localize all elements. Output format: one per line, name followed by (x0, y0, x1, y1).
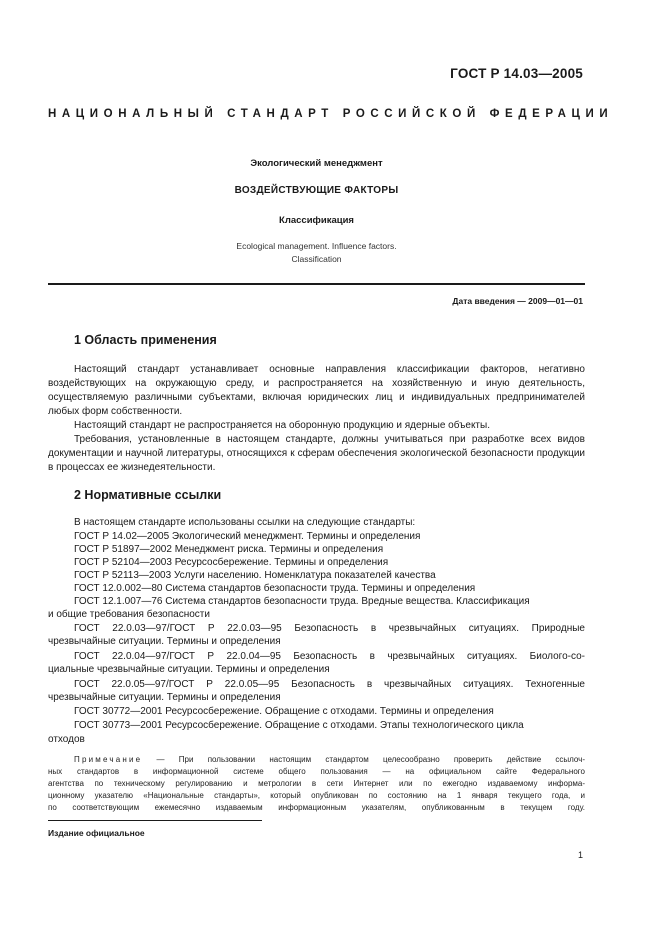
reference-item-continuation: циальные чрезвычайные ситуации. Термины и определения (48, 664, 330, 675)
reference-item: ГОСТ 30773—2001 Ресурсосбережение. Обращение с отходами. Этапы технологического цикла (74, 720, 524, 731)
note-line: агентства по техническому регулированию и метрологии в сети Интернет или по ежегодно издаваемому информа- (48, 779, 585, 788)
english-title-line1: Ecological management. Influence factors. (236, 241, 397, 251)
document-title-line1: Экологический менеджмент (250, 158, 383, 169)
document-title-subtitle: Классификация (279, 215, 354, 226)
reference-item-continuation: чрезвычайные ситуации. Термины и определения (48, 692, 281, 703)
reference-item: ГОСТ Р 52104—2003 Ресурсосбережение. Термины и определения (74, 557, 389, 568)
note-line: Примечание — При пользовании настоящим стандартом целесообразно проверить действие ссылоч- (74, 755, 585, 764)
note-line: ных стандартов в информационной системе общего пользования — на официальном сайте Федерального (48, 767, 585, 776)
reference-item-continuation: и общие требования безопасности (48, 609, 210, 620)
section1-paragraph3: Требования, установленные в настоящем стандарте, должны учитываться при разработке всех видов документации и научной литературы, относящихся к сферам обеспечения экологической безопасности продукции в процессах ее жизнедеятельности. (48, 434, 585, 473)
reference-item: ГОСТ 22.0.05—97/ГОСТ Р 22.0.05—95 Безопасность в чрезвычайных ситуациях. Техногенные (74, 679, 585, 690)
reference-item-continuation: отходов (48, 734, 85, 745)
reference-item: ГОСТ 12.0.002—80 Система стандартов безопасности труда. Термины и определения (74, 583, 476, 594)
english-title-line2: Classification (291, 254, 342, 264)
header-divider (48, 283, 585, 285)
introduction-date: Дата введения — 2009—01—01 (452, 296, 583, 306)
section1-paragraph2: Настоящий стандарт не распространяется на оборонную продукцию и ядерные объекты. (74, 420, 490, 431)
reference-item: ГОСТ 22.0.03—97/ГОСТ Р 22.0.03—95 Безопасность в чрезвычайных ситуациях. Природные (74, 623, 585, 634)
section2-intro: В настоящем стандарте использованы ссылки на следующие стандарты: (74, 517, 416, 528)
section1-paragraph1: Настоящий стандарт устанавливает основные направления классификации факторов, негативно воздействующих на окружающую среду, и распространяется на хозяйственную и иную деятельность, осуществляемую различными субъектами, включая юридических лиц и индивидуальных предпринимателей любых форм собственности. (48, 364, 585, 417)
note-line: по соответствующим ежемесячно издаваемым информационным указателям, опубликованным в текущем году. (48, 803, 585, 812)
official-edition-label: Издание официальное (48, 828, 145, 838)
standard-number: ГОСТ Р 14.03—2005 (450, 66, 583, 81)
section1-heading: 1 Область применения (74, 333, 217, 347)
note-label: Примечание (74, 755, 143, 764)
national-standard-title: НАЦИОНАЛЬНЫЙ СТАНДАРТ РОССИЙСКОЙ ФЕДЕРАЦИИ (48, 108, 614, 120)
document-title-main: ВОЗДЕЙСТВУЮЩИЕ ФАКТОРЫ (234, 185, 399, 196)
section2-heading: 2 Нормативные ссылки (74, 488, 222, 502)
note-block (48, 754, 585, 814)
reference-item: ГОСТ Р 51897—2002 Менеджмент риска. Термины и определения (74, 544, 384, 555)
reference-item: ГОСТ Р 14.02—2005 Экологический менеджмент. Термины и определения (74, 531, 421, 542)
reference-item: ГОСТ Р 52113—2003 Услуги населению. Номенклатура показателей качества (74, 570, 436, 581)
reference-item: ГОСТ 22.0.04—97/ГОСТ Р 22.0.04—95 Безопасность в чрезвычайных ситуациях. Биолого-со- (74, 651, 585, 662)
footer-divider (48, 820, 262, 821)
reference-item-continuation: чрезвычайные ситуации. Термины и определения (48, 636, 281, 647)
note-line: ционному указателю «Национальные стандарты», который опубликован по состоянию на 1 января текущего года, и (48, 791, 585, 800)
reference-item: ГОСТ 12.1.007—76 Система стандартов безопасности труда. Вредные вещества. Классификация (74, 596, 530, 607)
reference-item: ГОСТ 30772—2001 Ресурсосбережение. Обращение с отходами. Термины и определения (74, 706, 494, 717)
page-number: 1 (577, 850, 583, 860)
